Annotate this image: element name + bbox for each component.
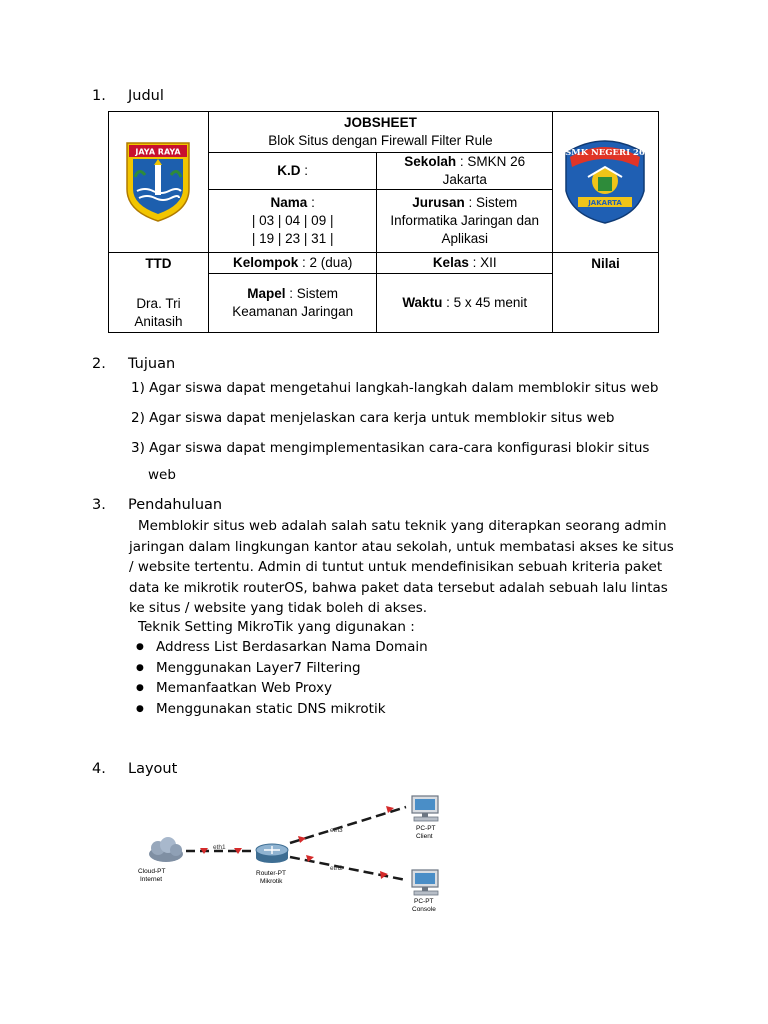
- link-router-console: [290, 857, 406, 880]
- section-heading-tujuan: [92, 356, 175, 372]
- port-label-eth1: eth1: [213, 844, 226, 851]
- jurusan-label: Jurusan: [412, 195, 465, 210]
- section-heading-pendahuluan: [92, 497, 222, 513]
- section-heading-layout: [92, 761, 177, 777]
- ttd-label: TTD: [145, 256, 172, 271]
- tujuan-item: 1) Agar siswa dapat mengetahui langkah-langkah dalam memblokir situs web: [131, 380, 659, 396]
- crest-city-banner: JAKARTA: [588, 198, 623, 207]
- section-title: Judul: [128, 88, 164, 104]
- pendahuluan-lead: Teknik Setting MikroTik yang digunakan :: [138, 619, 415, 635]
- kelompok-value: : 2 (dua): [302, 255, 353, 270]
- sekolah-value: : SMKN 26 Jakarta: [442, 154, 526, 187]
- tujuan-item: 3) Agar siswa dapat mengimplementasikan cara-cara konfigurasi blokir situs: [131, 440, 650, 456]
- kelompok-label: Kelompok: [233, 255, 299, 270]
- pc-client-label: PC-PT: [416, 825, 436, 832]
- ttd-cell: [109, 253, 209, 333]
- cloud-icon: [149, 837, 183, 862]
- mapel-value: : Sistem Keamanan Jaringan: [232, 286, 354, 319]
- kd-label: K.D: [277, 163, 301, 178]
- technique-list: [136, 637, 428, 719]
- kd-value: :: [304, 163, 309, 178]
- waktu-label: Waktu: [402, 295, 443, 310]
- nama-label: Nama: [270, 195, 308, 210]
- section-heading-judul: [92, 88, 164, 104]
- tujuan-item: 2) Agar siswa dapat menjelaskan cara kerja untuk memblokir situs web: [131, 410, 615, 426]
- kd-cell: [208, 153, 377, 190]
- jobsheet-header-table: [108, 111, 659, 333]
- list-item: ● Address List Berdasarkan Nama Domain: [136, 637, 428, 658]
- waktu-cell: [377, 274, 553, 333]
- cloud-label: Cloud-PT: [138, 868, 166, 875]
- list-item: ● Memanfaatkan Web Proxy: [136, 678, 428, 699]
- jakarta-crest-icon: [123, 137, 193, 223]
- section-number: 4.: [92, 761, 106, 777]
- port-label-eth2: eth2: [330, 865, 343, 872]
- jobsheet-title: JOBSHEET: [344, 115, 417, 130]
- nilai-cell: [552, 253, 658, 333]
- section-number: 2.: [92, 356, 106, 372]
- pc-console-icon: [412, 870, 438, 895]
- section-title: Pendahuluan: [128, 497, 223, 513]
- kelas-value: : XII: [472, 255, 497, 270]
- nama-colon: :: [311, 195, 315, 210]
- waktu-value: : 5 x 45 menit: [446, 295, 528, 310]
- cloud-label: Internet: [140, 876, 163, 883]
- title-cell: [208, 112, 552, 153]
- sekolah-cell: [377, 153, 553, 190]
- section-number: 3.: [92, 497, 106, 513]
- logo-left-cell: [109, 112, 209, 253]
- kelas-cell: [377, 253, 553, 274]
- ttd-name: Dra. Tri Anitasih: [134, 296, 183, 329]
- mapel-cell: [208, 274, 377, 333]
- crest-motto-text: JAYA RAYA: [135, 147, 182, 156]
- nilai-label: Nilai: [591, 256, 620, 271]
- router-icon: [256, 844, 288, 863]
- sekolah-label: Sekolah: [404, 154, 457, 169]
- nama-numbers-line2: | 19 | 23 | 31 |: [251, 231, 334, 246]
- crest-school-name: SMK NEGERI 26: [565, 147, 646, 158]
- nama-numbers-line1: | 03 | 04 | 09 |: [251, 213, 334, 228]
- pc-client-icon: [412, 796, 438, 821]
- jurusan-value: : Sistem Informatika Jaringan dan Aplikasi: [390, 195, 540, 246]
- list-item: ● Menggunakan Layer7 Filtering: [136, 658, 428, 679]
- port-label-eth3: eth3: [330, 827, 343, 834]
- router-label: Mikrotik: [260, 878, 283, 885]
- school-crest-icon: [558, 133, 652, 227]
- pc-client-label: Client: [416, 833, 433, 840]
- router-label: Router-PT: [256, 870, 286, 877]
- section-number: 1.: [92, 88, 106, 104]
- list-item: ● Menggunakan static DNS mikrotik: [136, 699, 428, 720]
- logo-right-cell: [552, 112, 658, 253]
- tujuan-item-continuation: web: [148, 467, 176, 483]
- section-title: Layout: [128, 761, 178, 777]
- network-topology-diagram: [130, 790, 470, 920]
- jobsheet-subtitle: Blok Situs dengan Firewall Filter Rule: [268, 133, 493, 148]
- pendahuluan-paragraph: Memblokir situs web adalah salah satu teknik yang diterapkan seorang admin jaringan dalam lingkungan kantor atau sekolah, untuk membatasi akses ke situs / website tertentu. Admin di tuntut untuk mendefinisikan sebuah kriteria paket data ke mikrotik routerOS, bahwa paket data tersebut adalah sebuah lalu lintas ke situs / website yang tidak boleh di akses.: [129, 518, 674, 616]
- kelompok-cell: [208, 253, 377, 274]
- section-title: Tujuan: [128, 356, 176, 372]
- jurusan-cell: [377, 190, 553, 253]
- pc-console-label: Console: [412, 906, 436, 913]
- kelas-label: Kelas: [432, 255, 469, 270]
- nama-cell: [208, 190, 377, 253]
- mapel-label: Mapel: [247, 286, 286, 301]
- pc-console-label: PC-PT: [414, 898, 434, 905]
